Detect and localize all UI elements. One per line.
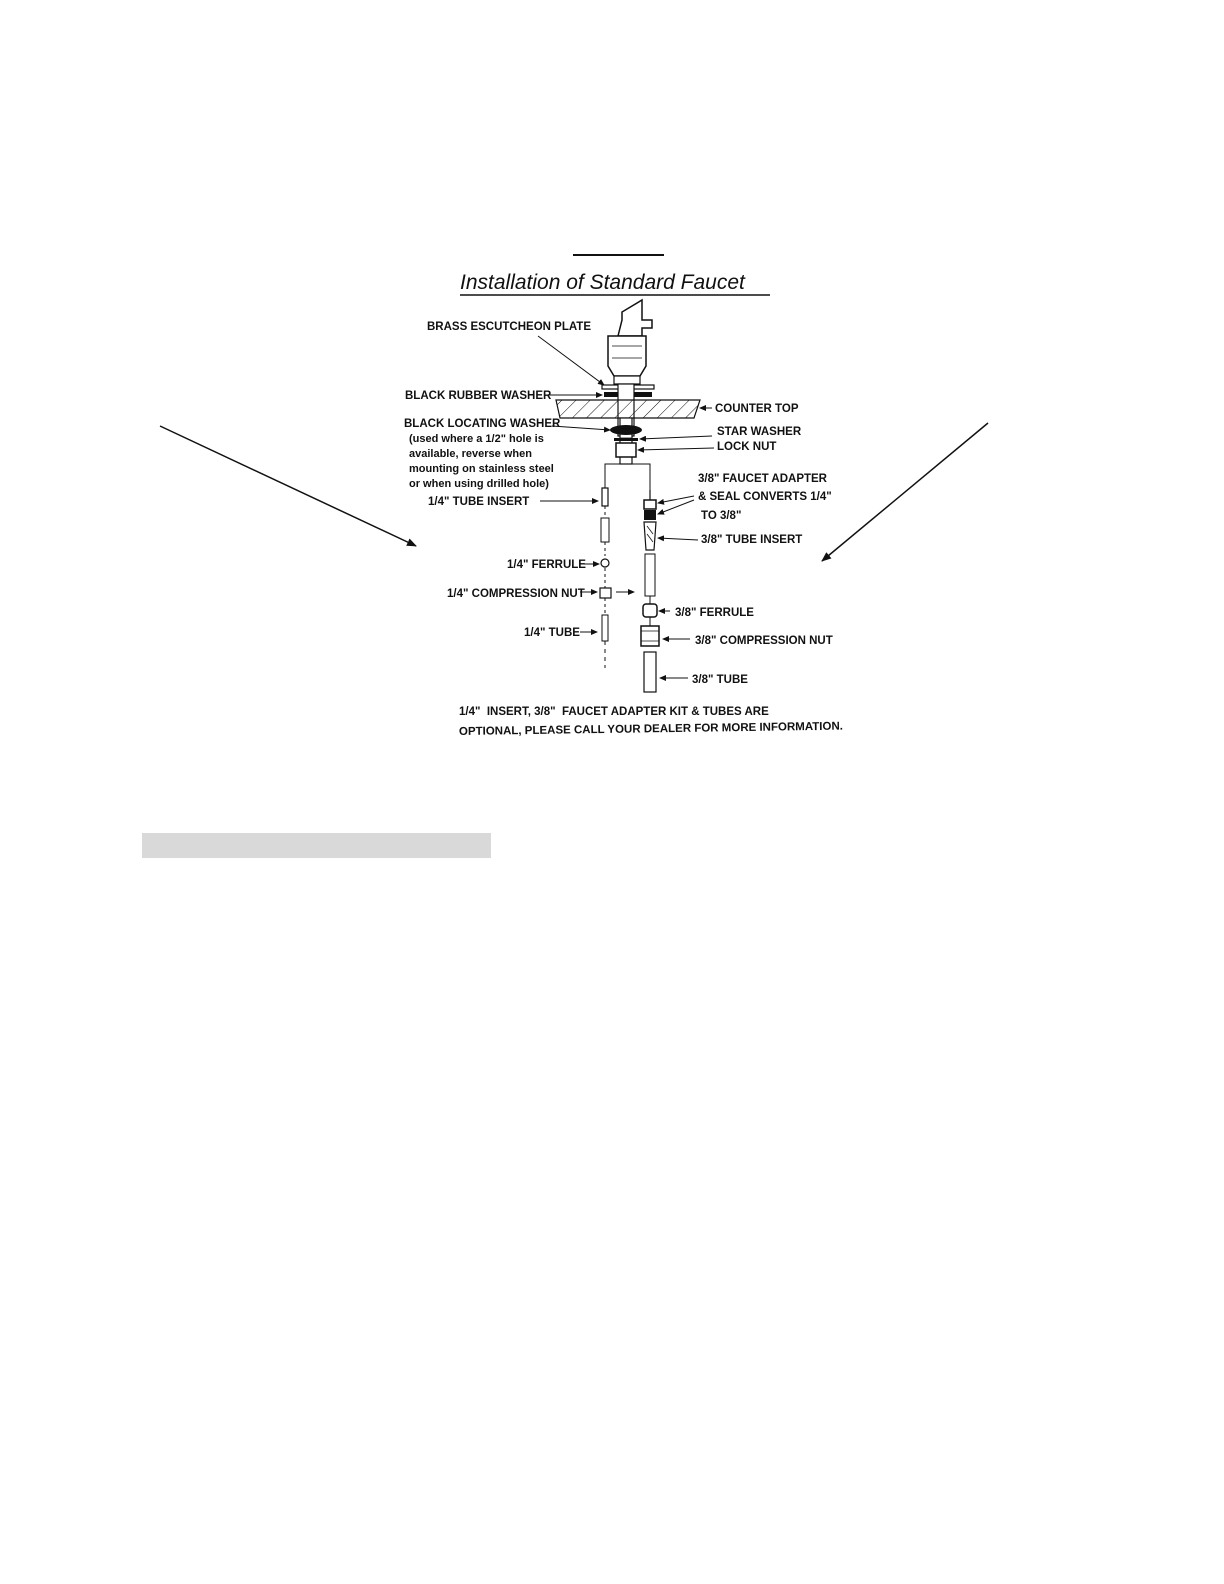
star-washer-shape	[614, 438, 638, 441]
counter-top-shape	[556, 400, 700, 418]
label-locating-note-2: available, reverse when	[409, 448, 532, 460]
label-black-rubber-washer: BLACK RUBBER WASHER	[405, 390, 552, 402]
quarter-ferrule-shape	[601, 559, 609, 567]
quarter-tube-insert-shape	[602, 488, 608, 506]
label-locating-note-4: or when using drilled hole)	[409, 478, 549, 490]
label-locating-note-3: mounting on stainless steel	[409, 463, 554, 475]
label-faucet-adapter-1: 3/8" FAUCET ADAPTER	[698, 473, 827, 485]
right-pointer-arrow	[822, 423, 988, 561]
lock-nut-shape	[616, 443, 636, 457]
label-faucet-adapter-3: TO 3/8"	[701, 510, 742, 522]
label-lock-nut: LOCK NUT	[717, 441, 777, 453]
three-eighths-ferrule-shape	[643, 604, 657, 617]
shank-assembly	[610, 418, 642, 464]
three-eighths-tube-shape	[644, 652, 656, 692]
diagram-title: Installation of Standard Faucet	[460, 271, 745, 294]
black-locating-washer-shape	[610, 425, 642, 435]
label-quarter-ferrule: 1/4" FERRULE	[507, 559, 586, 571]
label-counter-top: COUNTER TOP	[715, 403, 799, 415]
label-quarter-tube: 1/4" TUBE	[524, 627, 580, 639]
label-three-eighths-compression-nut: 3/8" COMPRESSION NUT	[695, 635, 833, 647]
footnote-line-2: OPTIONAL, PLEASE CALL YOUR DEALER FOR MORE INFORMATION.	[458, 720, 843, 738]
quarter-tube-shape	[602, 615, 608, 641]
footnote-line-1: 1/4" INSERT, 3/8" FAUCET ADAPTER KIT & TUBES ARE	[459, 706, 769, 718]
label-three-eighths-tube-insert: 3/8" TUBE INSERT	[701, 534, 803, 546]
faucet-adapter-shape	[644, 500, 656, 509]
label-quarter-tube-insert: 1/4" TUBE INSERT	[428, 496, 530, 508]
quarter-compression-nut-shape	[600, 588, 611, 598]
label-brass-escutcheon-plate: BRASS ESCUTCHEON PLATE	[427, 321, 591, 333]
redaction-bar	[142, 833, 491, 858]
label-quarter-compression-nut: 1/4" COMPRESSION NUT	[447, 588, 585, 600]
label-locating-note-1: (used where a 1/2" hole is	[409, 433, 544, 445]
quarter-inch-column	[600, 488, 611, 668]
label-star-washer: STAR WASHER	[717, 426, 802, 438]
three-eighths-compression-nut-shape	[641, 626, 659, 646]
three-eighths-tube-insert-shape	[644, 522, 656, 550]
label-three-eighths-tube: 3/8" TUBE	[692, 674, 748, 686]
split-connector	[605, 464, 650, 500]
label-black-locating-washer: BLACK LOCATING WASHER	[404, 418, 561, 430]
label-faucet-adapter-2: & SEAL CONVERTS 1/4"	[698, 491, 832, 503]
adapter-seal-shape	[644, 510, 656, 520]
three-eighths-column	[641, 490, 659, 692]
left-pointer-arrow	[160, 426, 416, 546]
label-three-eighths-ferrule: 3/8" FERRULE	[675, 607, 754, 619]
